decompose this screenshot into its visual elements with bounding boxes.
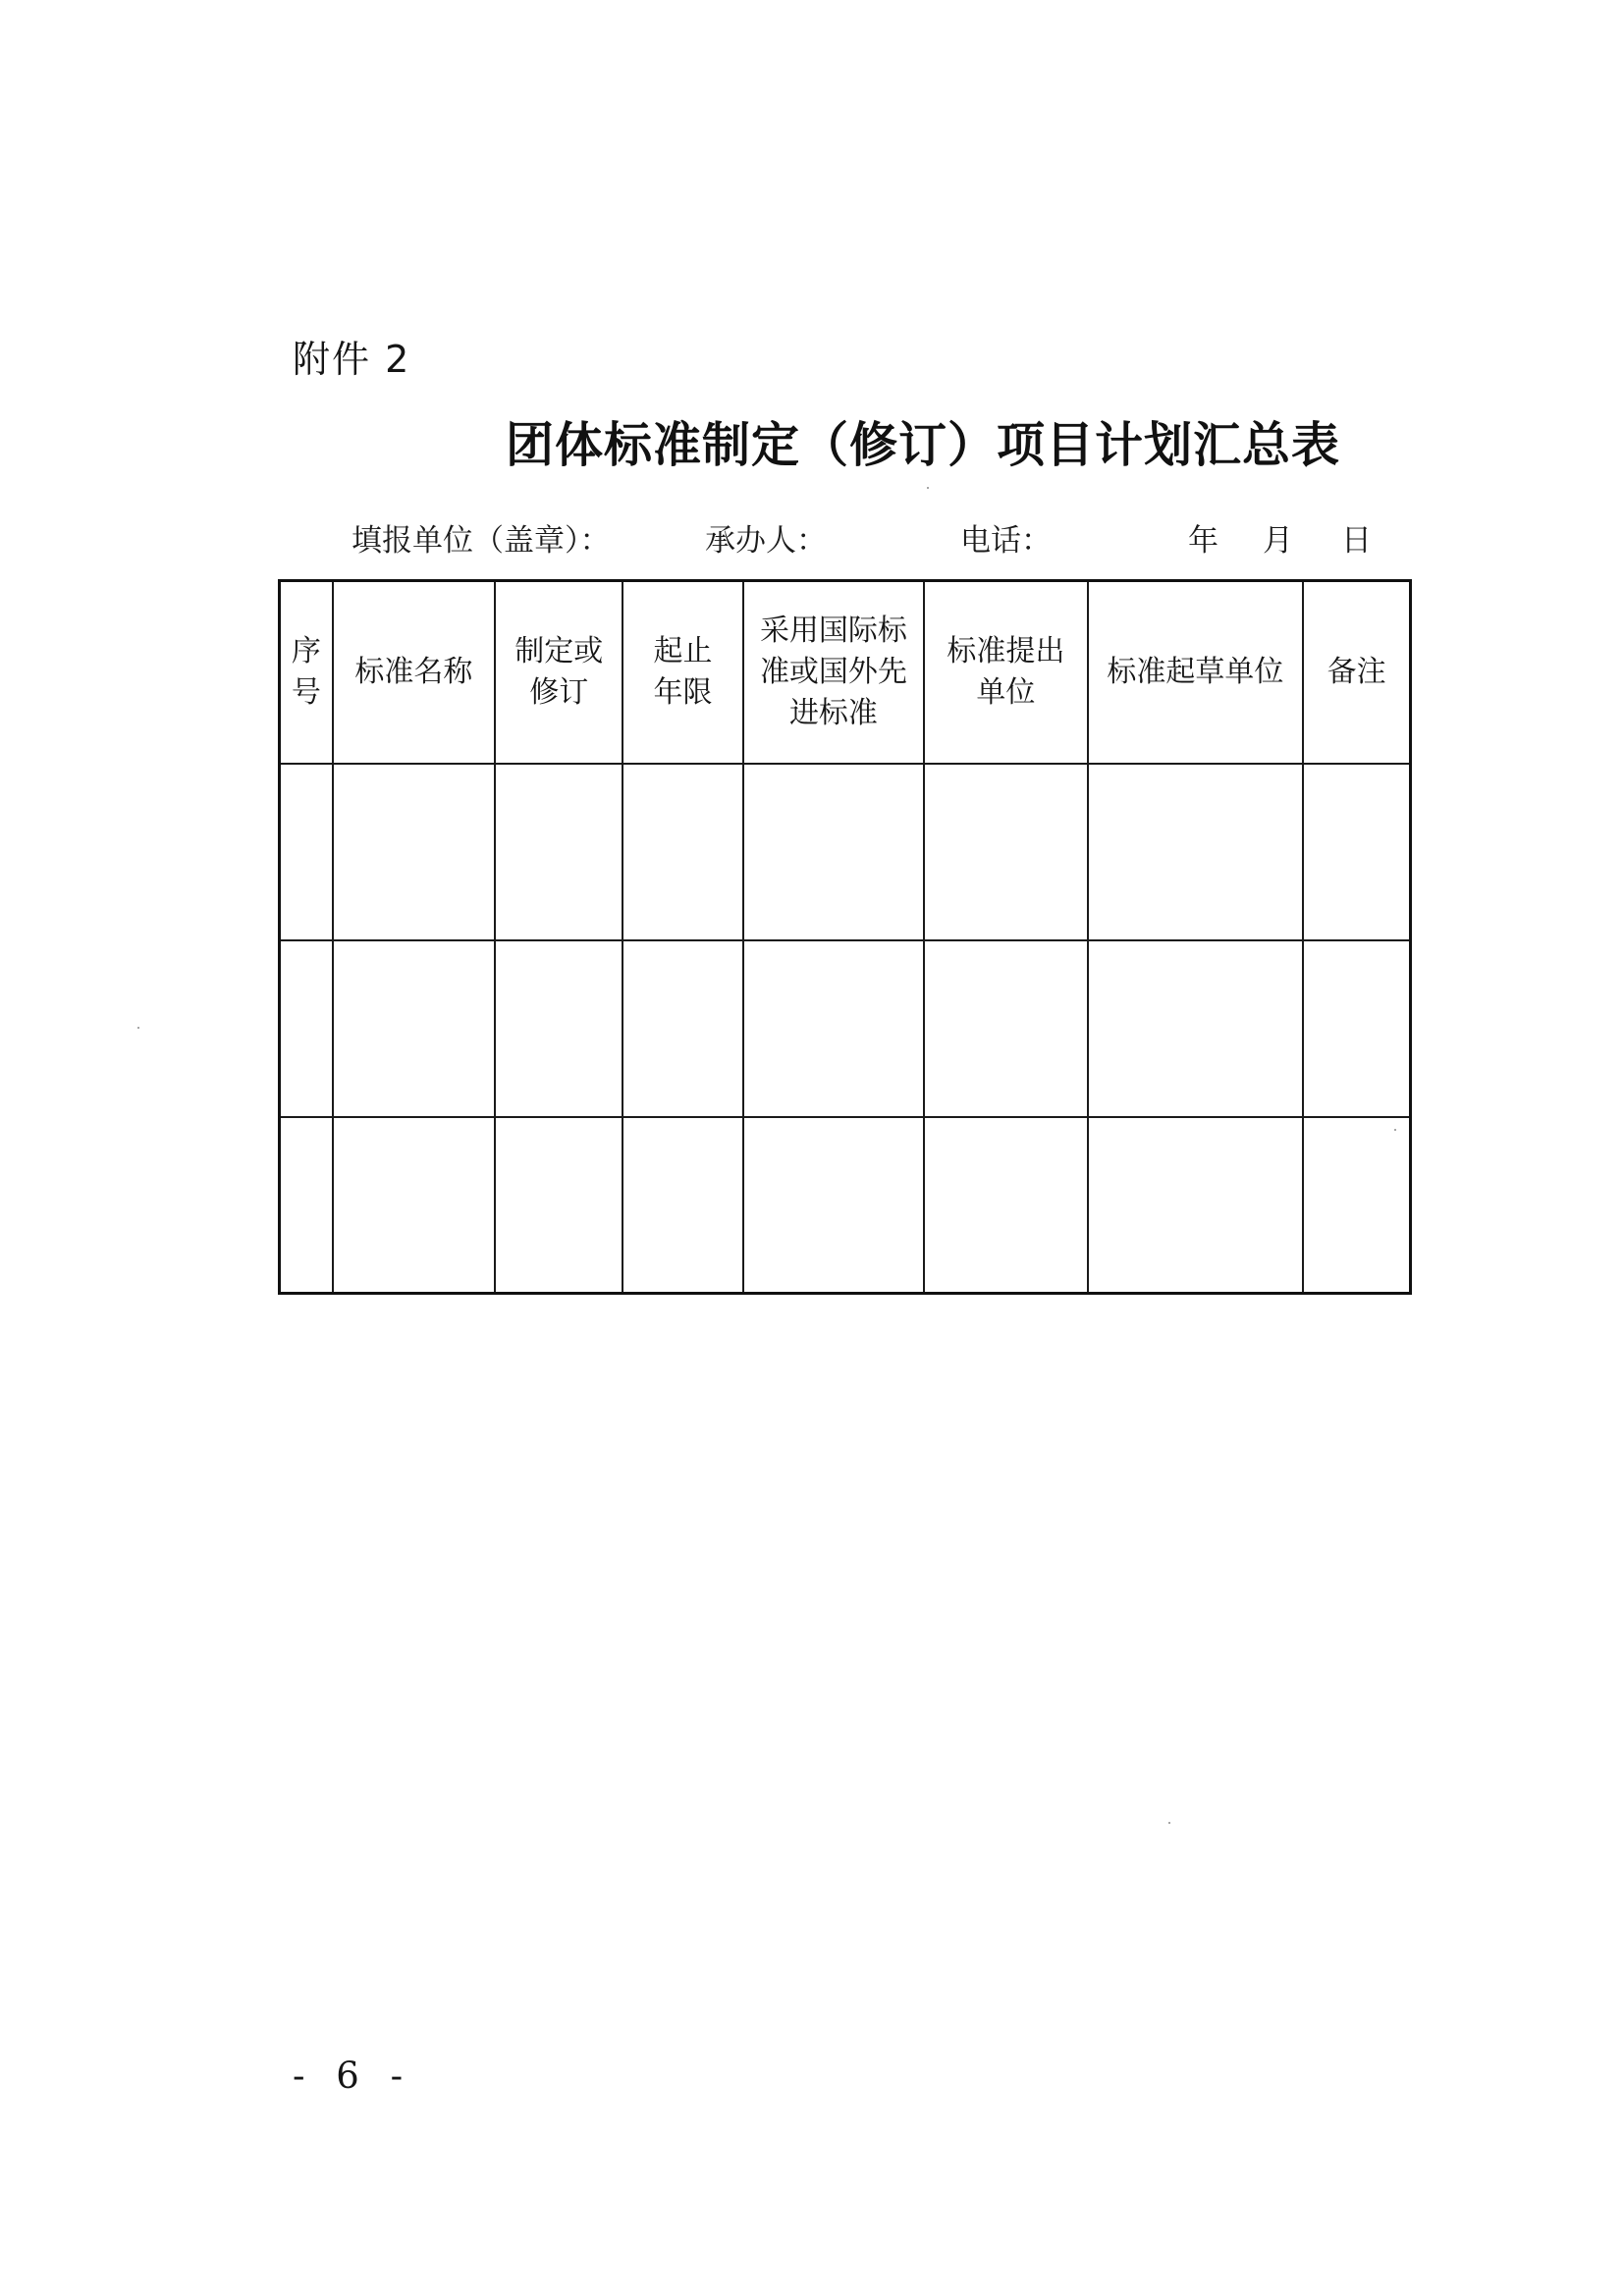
table-cell[interactable]: [924, 764, 1087, 940]
header-proposing-unit: 标准提出 单位: [924, 581, 1087, 764]
header-drafting-unit: 标准起草单位: [1088, 581, 1304, 764]
table-cell[interactable]: [743, 940, 924, 1117]
table-cell[interactable]: [495, 1117, 623, 1294]
phone-label: 电话：: [960, 523, 1052, 559]
table-row: [280, 1117, 1411, 1294]
table-cell[interactable]: [1303, 940, 1410, 1117]
scan-speck: [1168, 1822, 1170, 1824]
scan-speck: [1394, 1129, 1396, 1131]
table-cell[interactable]: [743, 764, 924, 940]
table-cell[interactable]: [333, 1117, 495, 1294]
table-cell[interactable]: [1088, 1117, 1304, 1294]
header-serial-number: 序 号: [280, 581, 333, 764]
date-month-label: 月: [1263, 523, 1293, 559]
table-header-row: [280, 581, 1411, 764]
table-cell[interactable]: [280, 764, 333, 940]
date-year-label: 年: [1188, 523, 1218, 559]
table-cell[interactable]: [333, 940, 495, 1117]
header-duration: 起止 年限: [623, 581, 742, 764]
scan-speck: [137, 1027, 139, 1029]
table-cell[interactable]: [495, 764, 623, 940]
table-cell[interactable]: [280, 940, 333, 1117]
table-cell[interactable]: [743, 1117, 924, 1294]
fill-unit-label: 填报单位（盖章）：: [352, 523, 611, 559]
table-row: [280, 764, 1411, 940]
table-cell[interactable]: [1088, 940, 1304, 1117]
document-title: 团体标准制定（修订）项目计划汇总表: [506, 417, 1341, 473]
table-cell[interactable]: [1303, 1117, 1410, 1294]
scan-speck: [927, 487, 929, 489]
table-cell[interactable]: [280, 1117, 333, 1294]
header-remarks: 备注: [1303, 581, 1410, 764]
header-standard-name: 标准名称: [333, 581, 495, 764]
table-cell[interactable]: [623, 764, 742, 940]
date-day-label: 日: [1341, 523, 1372, 559]
table-cell[interactable]: [924, 940, 1087, 1117]
table-cell[interactable]: [623, 1117, 742, 1294]
handler-label: 承办人：: [705, 523, 827, 559]
table-cell[interactable]: [495, 940, 623, 1117]
attachment-label: 附件 2: [293, 338, 411, 381]
table-cell[interactable]: [333, 764, 495, 940]
header-formulate-or-revise: 制定或 修订: [495, 581, 623, 764]
table-cell[interactable]: [1303, 764, 1410, 940]
header-adopted-standard: 采用国际标 准或国外先 进标准: [743, 581, 924, 764]
table-row: [280, 940, 1411, 1117]
table-cell[interactable]: [1088, 764, 1304, 940]
table-cell[interactable]: [623, 940, 742, 1117]
table-cell[interactable]: [924, 1117, 1087, 1294]
plan-summary-table: [278, 579, 1412, 1295]
page-number: - 6 -: [293, 2055, 413, 2097]
